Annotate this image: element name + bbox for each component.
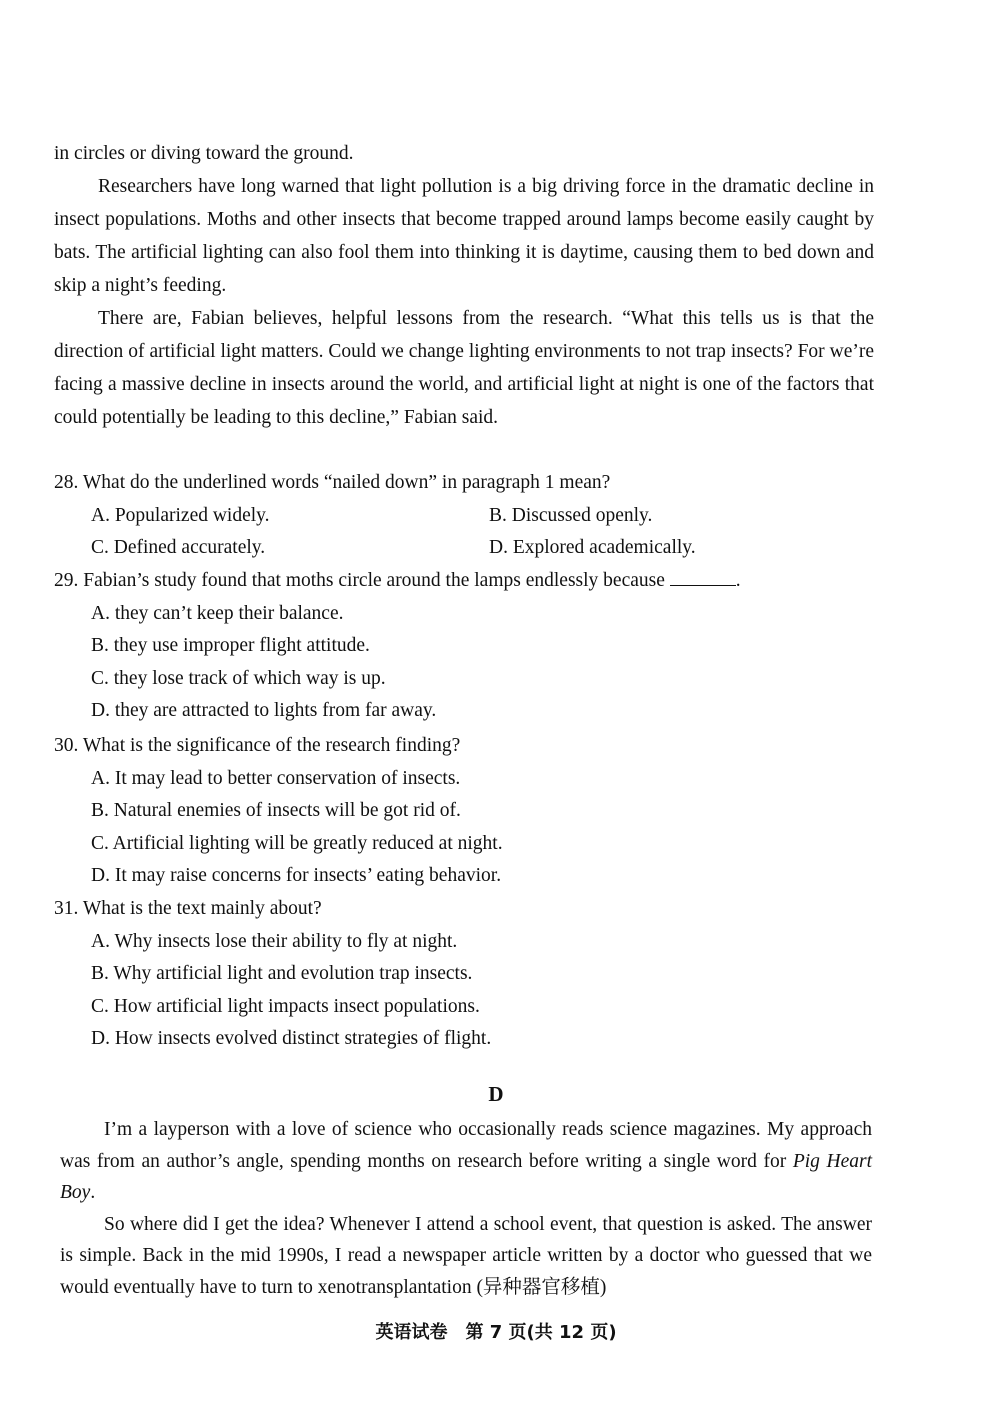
question-stem: 31. What is the text mainly about? [54,898,322,919]
answer-options [54,926,884,1056]
option-d[interactable]: D. How insects evolved distinct strategies of flight. [91,1028,492,1049]
option-c[interactable]: C. they lose track of which way is up. [91,667,386,689]
paragraph: in circles or diving toward the ground. [54,143,354,164]
page-footer: 英语试卷 第 7 页(共 12 页) [375,1322,617,1343]
option-c[interactable]: C. How artificial light impacts insect populations. [91,995,480,1017]
option-b[interactable]: B. Natural enemies of insects will be got rid of. [91,800,461,821]
option-d[interactable]: D. they are attracted to lights from far away. [91,700,437,721]
question-29 [54,565,884,728]
option-d[interactable]: D. Explored academically. [489,537,696,558]
question-30 [54,730,884,893]
passage-d [60,1114,872,1303]
passage-c-continued [54,137,874,434]
answer-options [54,763,884,893]
option-c[interactable]: C. Defined accurately. [91,537,266,558]
option-b[interactable]: B. Why artificial light and evolution trap insects. [91,963,473,984]
option-a[interactable]: A. It may lead to better conservation of insects. [91,767,461,789]
paragraph: Researchers have long warned that light pollution is a big driving force in the dramatic decline in insect populations. Moths and other insects that become trapped around lamps become easily caught by bats. The artificial lighting can also fool them into thinking it is daytime, causing them to bed down and skip a night’s feeding. [54,176,874,296]
answer-options [54,598,884,728]
paragraph-text: I’m a layperson with a love of science who occasionally reads science magazines. My approach was from an author’s angle, spending months on research before writing a single word for [60,1119,872,1172]
book-title: Pig Heart Boy [60,1150,872,1203]
question-stem-text: 29. Fabian’s study found that moths circle around the lamps endlessly because [54,570,665,591]
paragraph: So where did I get the idea? Whenever I attend a school event, that question is asked. The answer is simple. Back in the mid 1990s, I read a newspaper article written by a doctor who guessed that we would eventually have to turn to xenotransplantation (异种器官移植) [60,1213,872,1298]
option-b[interactable]: B. Discussed openly. [489,504,653,526]
paragraph [60,1114,872,1209]
option-b[interactable]: B. they use improper flight attitude. [91,635,370,656]
paragraph: There are, Fabian believes, helpful lessons from the research. “What this tells us is that the direction of artificial light matters. Could we change lighting environments to not trap insects? For we’re facing a massive decline in insects around the world, and artificial light at night is one of the factors that could potentially be leading to this decline,” Fabian said. [54,308,874,428]
option-a[interactable]: A. Popularized widely. [91,504,270,526]
answer-blank [670,569,736,586]
option-c[interactable]: C. Artificial lighting will be greatly reduced at night. [91,832,503,854]
answer-options [54,500,884,565]
question-stem: 29. Fabian’s study found that moths circle around the lamps endlessly because . [54,570,741,591]
section-heading: D [488,1082,504,1106]
question-stem: 30. What is the significance of the research finding? [54,735,461,756]
question-stem: 28. What do the underlined words “nailed down” in paragraph 1 mean? [54,472,611,493]
question-28 [54,467,884,565]
option-a[interactable]: A. they can’t keep their balance. [91,602,344,624]
option-d[interactable]: D. It may raise concerns for insects’ eating behavior. [91,865,502,886]
question-31 [54,893,884,1056]
paragraph-end: . [90,1182,96,1203]
option-a[interactable]: A. Why insects lose their ability to fly at night. [91,930,458,952]
